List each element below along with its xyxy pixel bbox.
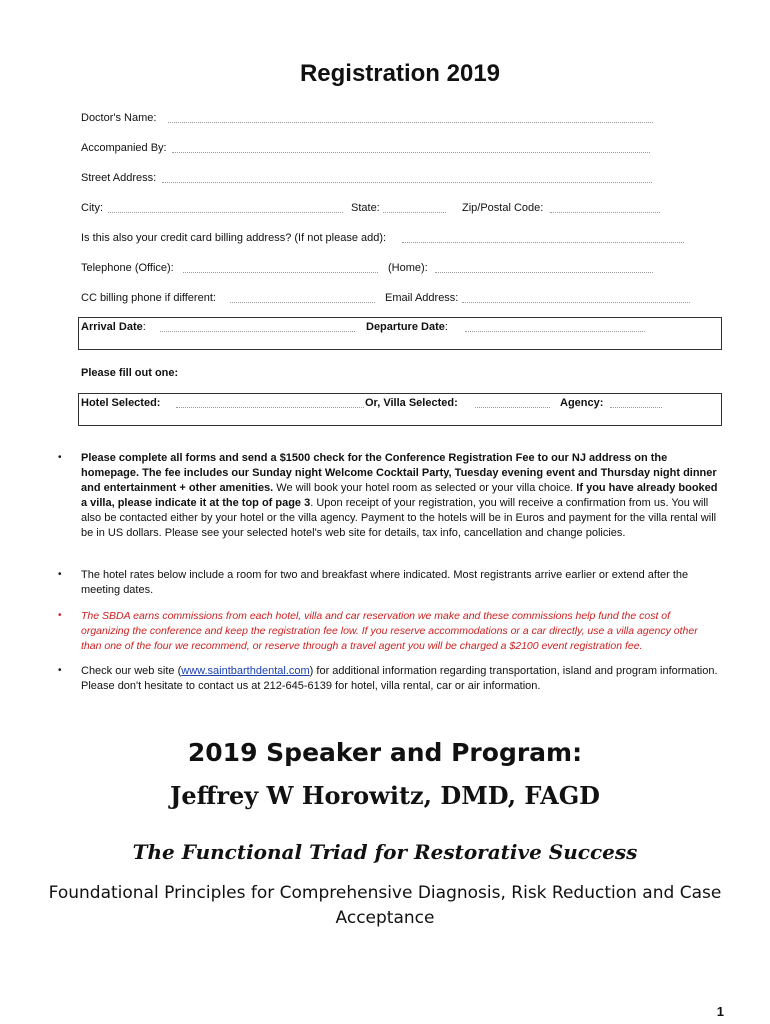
accompanied-by-field[interactable]: [172, 152, 650, 153]
agency-label: Agency:: [560, 397, 604, 409]
doctor-name-field[interactable]: [168, 122, 653, 123]
state-label: State:: [351, 202, 380, 214]
course-title: The Functional Triad for Restorative Success: [132, 840, 638, 864]
departure-date-field[interactable]: [465, 331, 645, 332]
telephone-office-label: Telephone (Office):: [81, 262, 174, 274]
arrival-date-label: Arrival Date:: [81, 321, 146, 333]
hotel-selected-label: Hotel Selected:: [81, 397, 161, 409]
billing-address-field[interactable]: [402, 242, 684, 243]
agency-field[interactable]: [610, 407, 662, 408]
website-note: Check our web site (www.saintbarthdental.com) for additional information regarding transportation, island and program information. Please don't hesitate to contact us at 212-645-6139 for hotel, villa rental, car or air information.: [81, 665, 718, 692]
street-address-field[interactable]: [162, 182, 652, 183]
email-field[interactable]: [462, 302, 690, 303]
hotel-rates-note: The hotel rates below include a room for two and breakfast where indicated. Most registrants arrive earlier or extend after the meeting dates.: [81, 569, 689, 596]
speaker-name: Jeffrey W Horowitz, DMD, FAGD: [170, 781, 600, 810]
telephone-home-label: (Home):: [388, 262, 428, 274]
telephone-office-field[interactable]: [183, 272, 378, 273]
website-link[interactable]: www.saintbarthdental.com: [181, 665, 310, 677]
bullet-marker: •: [58, 610, 62, 621]
zip-field[interactable]: [550, 212, 660, 213]
doctor-name-label: Doctor's Name:: [81, 112, 157, 124]
arrival-date-field[interactable]: [160, 331, 355, 332]
telephone-home-field[interactable]: [435, 272, 653, 273]
page-number: 1: [716, 1004, 724, 1019]
commission-notice: The SBDA earns commissions from each hotel, villa and car reservation we make and these commissions help fund the cost of organizing the conference and keep the registration fee low. If you reserve accommodations or a car directly, use a villa agency other than one of the four we recommend, or reserve through a travel agent you will be charged a $2100 event registration fee.: [81, 610, 698, 652]
city-field[interactable]: [108, 212, 343, 213]
villa-selected-field[interactable]: [475, 407, 550, 408]
cc-billing-phone-label: CC billing phone if different:: [81, 292, 216, 304]
registration-instructions: Please complete all forms and send a $1500 check for the Conference Registration Fee to our NJ address on the homepage. The fee includes our Sunday night Welcome Cocktail Party, Tuesday evening event and Thursday night dinner and entertainment + other amenities. We will book your hotel room as selected or your villa choice. If you have already booked a villa, please indicate it at the top of page 3. Upon receipt of your registration, you will receive a confirmation from us. You will also be contacted either by your hotel or the villa agency. Payment to the hotels will be in Euros and payment for the villa rental will be in US dollars. Please see your selected hotel's web site for details, tax info, cancellation and change policies.: [81, 452, 718, 539]
hotel-selected-field[interactable]: [176, 407, 364, 408]
state-field[interactable]: [383, 212, 446, 213]
fill-out-one-label: Please fill out one:: [81, 367, 179, 379]
street-address-label: Street Address:: [81, 172, 157, 184]
cc-billing-phone-field[interactable]: [230, 302, 375, 303]
villa-selected-label: Or, Villa Selected:: [365, 397, 458, 409]
program-heading: 2019 Speaker and Program:: [187, 738, 583, 767]
bullet-marker: •: [58, 569, 62, 580]
bullet-marker: •: [58, 665, 62, 676]
departure-date-label: Departure Date:: [366, 321, 448, 333]
city-label: City:: [81, 202, 103, 214]
email-label: Email Address:: [385, 292, 459, 304]
billing-address-question: Is this also your credit card billing address? (If not please add):: [81, 232, 387, 244]
course-subtitle: Foundational Principles for Comprehensive Diagnosis, Risk Reduction and Case Acceptance: [48, 883, 722, 928]
bullet-marker: •: [58, 452, 62, 463]
page-title: Registration 2019: [299, 60, 501, 87]
zip-label: Zip/Postal Code:: [462, 202, 544, 214]
accompanied-by-label: Accompanied By:: [81, 142, 167, 154]
